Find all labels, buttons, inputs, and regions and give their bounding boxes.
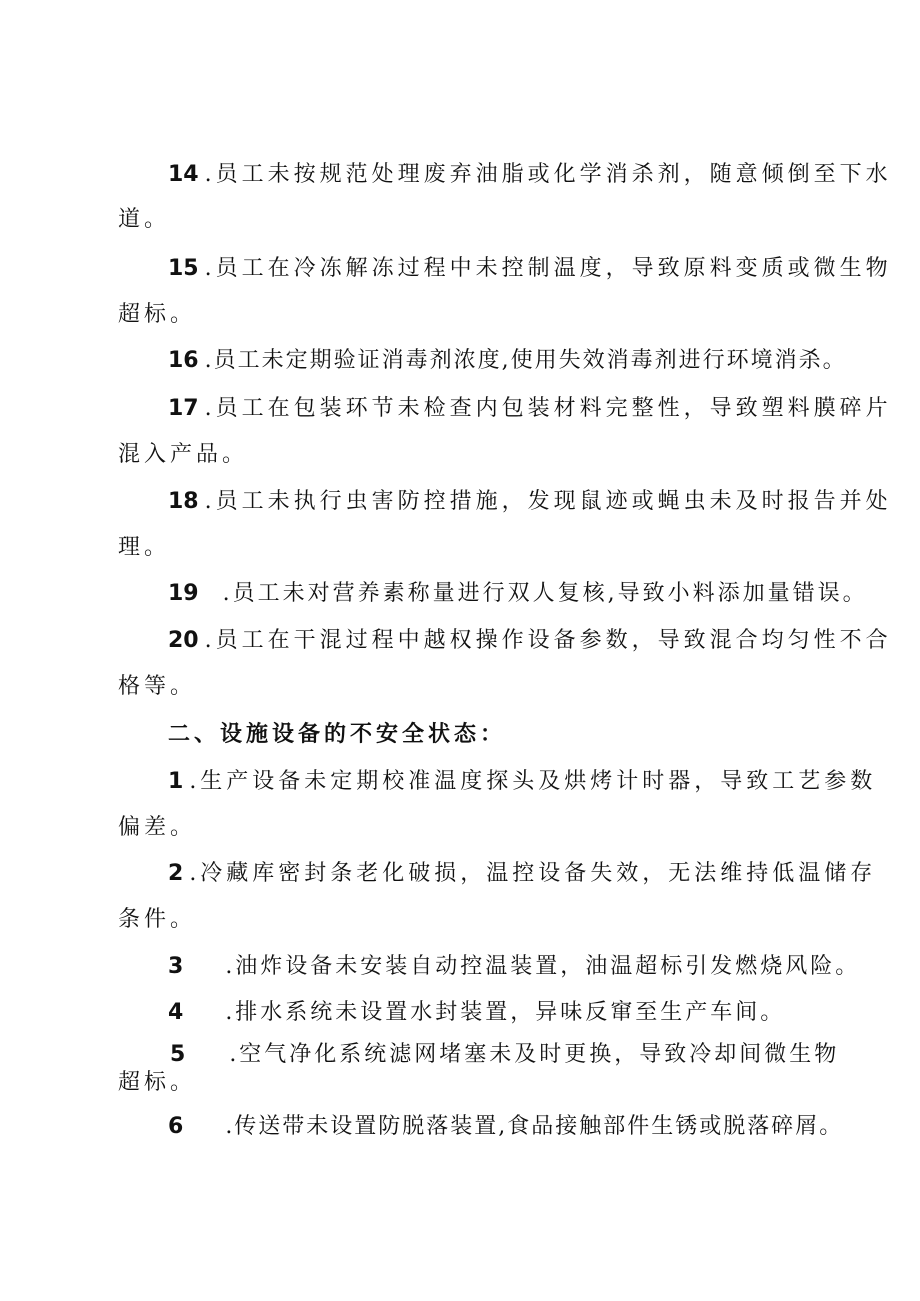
item-number: 1 [168,769,184,794]
list-item-16-line1 [168,346,847,376]
list-item-18-line2: 理。 [118,535,171,560]
list-item-equip-1-line1 [168,767,876,797]
list-item-equip-4-line1 [168,998,785,1028]
item-number: 16 [168,348,199,373]
item-number: 17 [168,396,199,421]
item-number: 2 [168,861,184,886]
list-item-17-line1 [168,394,892,424]
item-text: .油炸设备未安装自动控温装置，油温超标引发燃烧风险。 [225,954,861,979]
item-text: .员工未定期验证消毒剂浓度,使用失效消毒剂进行环境消杀。 [204,348,847,373]
list-item-18-line1 [168,487,892,517]
list-item-15-line1 [168,254,892,284]
item-number: 19 [168,581,199,606]
list-item-14-line2: 道。 [118,207,171,232]
item-text: .员工未执行虫害防控措施，发现鼠迹或蝇虫未及时报告并处 [204,489,892,514]
item-text: .排水系统未设置水封装置，异味反窜至生产车间。 [225,1000,786,1025]
list-item-20-line1 [168,626,892,656]
item-number: 20 [168,628,199,653]
item-number: 5 [170,1042,186,1067]
list-item-equip-1-line2: 偏差。 [118,815,197,840]
item-text: .冷藏库密封条老化破损，温控设备失效，无法维持低温储存 [189,861,877,886]
item-number: 4 [168,1000,184,1025]
item-number: 14 [168,162,199,187]
list-item-19-line1 [168,579,868,609]
list-item-equip-5-line1 [170,1040,839,1070]
list-item-17-line2: 混入产品。 [118,442,249,467]
item-text: .员工未对营养素称量进行双人复核,导致小料添加量错误。 [222,581,868,606]
list-item-15-line2: 超标。 [118,302,197,327]
section-heading: 二、设施设备的不安全状态： [168,721,507,747]
list-item-equip-3-line1 [168,952,860,982]
item-text: .员工在干混过程中越权操作设备参数，导致混合均匀性不合 [204,628,892,653]
list-item-equip-5-line2: 超标。 [118,1070,197,1095]
list-item-equip-2-line1 [168,859,876,889]
list-item-14-line1 [168,160,892,190]
list-item-equip-2-line2: 条件。 [118,907,197,932]
item-number: 6 [168,1114,184,1139]
item-number: 18 [168,489,199,514]
item-text: .员工在冷冻解冻过程中未控制温度，导致原料变质或微生物 [204,256,892,281]
item-number: 3 [168,954,184,979]
item-text: .空气净化系统滤网堵塞未及时更换，导致冷却间微生物 [229,1042,840,1067]
item-text: .传送带未设置防脱落装置,食品接触部件生锈或脱落碎屑。 [225,1114,844,1139]
item-text: .生产设备未定期校准温度探头及烘烤计时器，导致工艺参数 [189,769,877,794]
item-number: 15 [168,256,199,281]
item-text: .员工未按规范处理废弃油脂或化学消杀剂，随意倾倒至下水 [204,162,892,187]
list-item-20-line2: 格等。 [118,674,197,699]
item-text: .员工在包装环节未检查内包装材料完整性，导致塑料膜碎片 [204,396,892,421]
list-item-equip-6-line1 [168,1112,843,1142]
